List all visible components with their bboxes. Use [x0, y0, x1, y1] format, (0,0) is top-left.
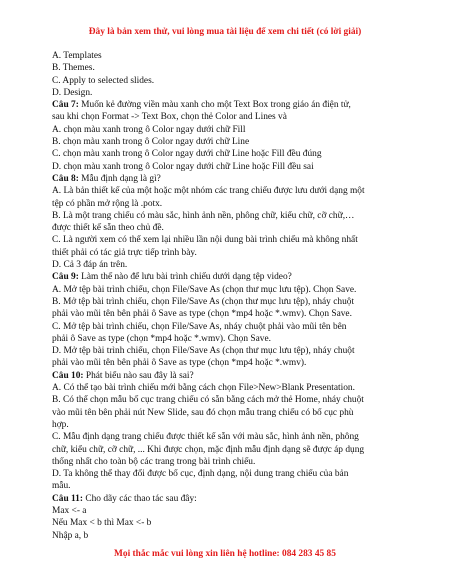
text-line: A. Là bản thiết kế của một hoặc một nhóm các trang chiếu được lưu dưới dạng một	[52, 186, 365, 197]
text-line: D. chọn màu xanh trong ô Color ngay dưới chữ Line hoặc Fill đều sai	[52, 161, 314, 172]
question-label: Câu 9:	[52, 272, 79, 283]
text-line: B. Mở tệp bài trình chiếu, chọn File/Save As (chọn thư mục lưu tệp), nháy chuột	[52, 296, 355, 307]
text-line: vào mũi tên bên phải nút New Slide, sau đó chọn mẫu trang chiếu có bố cục phù	[52, 407, 354, 418]
text-line: A. Có thể tạo bài trình chiếu mới bằng cách chọn File>New>Blank Presentation.	[52, 383, 355, 394]
text-line: B. chọn màu xanh trong ô Color ngay dưới chữ Line	[52, 137, 250, 148]
text-line: A. Mở tệp bài trình chiếu, chọn File/Save As (chọn thư mục lưu tệp). Chọn Save.	[52, 284, 357, 295]
document-body	[52, 50, 390, 542]
text-line: C. Mở tệp bài trình chiếu, chọn File/Save As, nháy chuột phải vào mũi tên bên	[52, 321, 347, 332]
text-line: C. Là người xem có thể xem lại nhiều lần nội dung bài trình chiếu mà không nhất	[52, 235, 358, 246]
question-text: Cho dãy các thao tác sau đây:	[83, 493, 197, 504]
question-text: Làm thế nào để lưu bài trình chiếu dưới dạng tệp video?	[78, 272, 292, 283]
text-line: được thiết kế sẵn theo chủ đề.	[52, 223, 164, 234]
question-label: Câu 11:	[52, 493, 83, 504]
question-label: Câu 10:	[52, 370, 84, 381]
text-line: B. Có thể chọn mẫu bố cục trang chiếu có sẵn bằng cách mở thẻ Home, nháy chuột	[52, 395, 364, 406]
text-line: D. Ta không thể thay đổi được bố cục, định dạng, nội dung trang chiếu của bản	[52, 469, 349, 480]
text-line: phải vào mũi tên bên phải ô Save as type (chọn *mp4 hoặc *.wmv).	[52, 358, 307, 369]
header-notice: Đây là bản xem thử, vui lòng mua tài liệu để xem chi tiết (có lời giải)	[88, 27, 362, 37]
text-line: B. Là một trang chiếu có màu sắc, hình ảnh nền, phông chữ, kiểu chữ, cỡ chữ,…	[52, 210, 355, 221]
question-line	[52, 493, 390, 505]
text-line: hợp.	[52, 419, 69, 430]
question-text: Phát biểu nào sau đây là sai?	[83, 370, 194, 381]
text-line: C. Mẫu định dạng trang chiếu được thiết kế sẵn với màu sắc, hình ảnh nền, phông	[52, 432, 359, 443]
question-line	[52, 99, 390, 111]
text-line: A. Templates	[52, 51, 102, 61]
text-line: B. Themes.	[52, 63, 95, 74]
text-line: A. chọn màu xanh trong ô Color ngay dưới chữ Fill	[52, 124, 246, 135]
text-line: Nếu Max < b thì Max <- b	[52, 518, 152, 529]
question-line	[52, 271, 390, 283]
text-line: C. chọn màu xanh trong ô Color ngay dưới chữ Line hoặc Fill đều đúng	[52, 149, 322, 160]
text-line: Max <- a	[52, 505, 87, 516]
question-label: Câu 7:	[52, 100, 79, 111]
text-line: C. Apply to selected slides.	[52, 75, 155, 86]
question-line	[52, 173, 390, 185]
text-line: tệp có phần mở rộng là .potx.	[52, 198, 163, 209]
text-line: D. Mở tệp bài trình chiếu, chọn File/Save As (chọn thư mục lưu tệp), nháy chuột	[52, 346, 355, 357]
text-line: thống nhất cho toàn bộ các trang trong bài trình chiếu.	[52, 456, 256, 467]
text-line: phải vào mũi tên bên phải ô Save as type (chọn *mp4 hoặc *.wmv). Chọn Save.	[52, 309, 352, 320]
footer-notice: Mọi thắc mắc vui lòng xin liên hệ hotline: 084 283 45 85	[114, 549, 336, 559]
text-line: mẫu.	[52, 481, 71, 492]
question-text: Mẫu định dạng là gì?	[78, 173, 161, 184]
question-text: Muốn kẻ đường viền màu xanh cho một Text Box trong giáo án điện tử,	[78, 100, 351, 111]
text-line: phải ô Save as type (chọn *mp4 hoặc *.wmv). Chọn Save.	[52, 333, 271, 344]
text-line: D. Design.	[52, 87, 93, 98]
text-line: chữ, kiểu chữ, cỡ chữ, ... Khi được chọn, mặc định mẫu định dạng sẽ được áp dụng	[52, 444, 365, 455]
question-label: Câu 8:	[52, 173, 79, 184]
question-line	[52, 370, 390, 382]
text-line: Nhập a, b	[52, 530, 89, 541]
text-line: thiết phải có tác giả trực tiếp trình bày.	[52, 247, 197, 258]
text-line: D. Cả 3 đáp án trên.	[52, 260, 128, 271]
text-line: sau khi chọn Format -> Text Box, chọn thẻ Color and Lines và	[52, 112, 287, 123]
